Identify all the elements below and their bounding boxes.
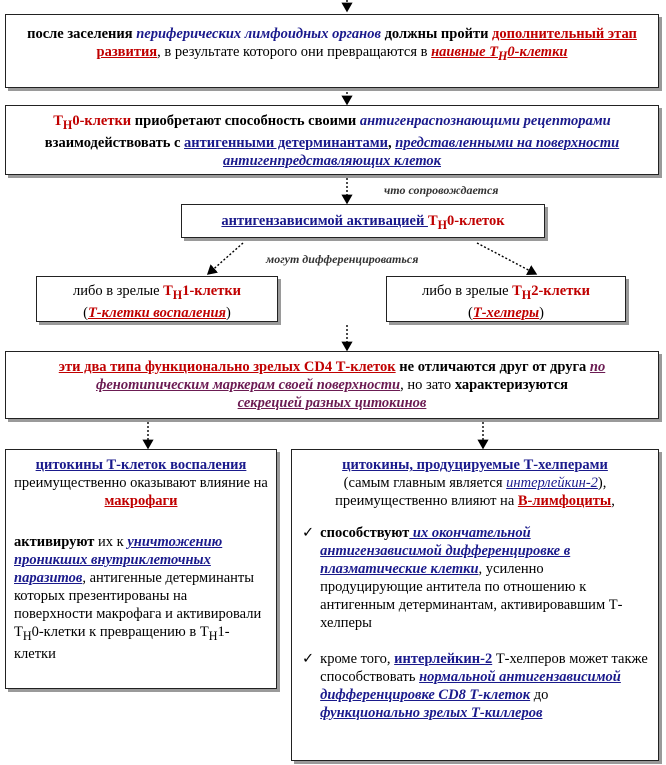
box8-i2b: интерлейкин-2 <box>394 651 493 667</box>
box4-sub: Н <box>172 287 183 302</box>
box8-i1b: их окончательной антигензависимой дифференцировке в плазматические клетки <box>320 525 571 577</box>
box2-text-1: Т <box>53 113 63 129</box>
box8-item-1-text <box>320 524 648 632</box>
box6-text-6: секрецией разных цитокинов <box>237 395 427 411</box>
arrow-3-5 <box>477 243 536 274</box>
box8-item-1 <box>302 524 648 632</box>
box5-sub: Н <box>521 287 532 302</box>
box5-text-1: либо в зрелые <box>421 283 513 299</box>
box1-sub: Н <box>497 48 508 63</box>
box-helper-cytokines <box>291 449 659 761</box>
box8-text-5: преимущественно влияют на <box>335 493 518 509</box>
box6-text-4: , но зато <box>400 377 455 393</box>
box-activation <box>181 204 545 238</box>
box6-text-3: по фенотипическим маркерам своей поверхности <box>95 359 606 393</box>
box7-text-5: их к <box>94 534 128 550</box>
box4-text-6: ) <box>226 304 231 321</box>
box1-text-1: после заселения <box>27 26 137 42</box>
box2-text-7: , <box>388 134 396 151</box>
box7-sub-1: Н <box>22 628 32 643</box>
box3-text-3: 0-клеток <box>447 213 505 229</box>
box3-text-2: Т <box>427 213 438 229</box>
box8-i2f: функционально зрелых Т-киллеров <box>320 705 543 721</box>
box8-text-3: интерлейкин-2 <box>506 475 598 491</box>
box7-text-3: макрофаги <box>104 493 178 509</box>
box4-text-1: либо в зрелые <box>72 283 164 299</box>
box5-text-4: ( <box>468 304 473 321</box>
box7-text-4: активируют <box>14 534 95 550</box>
box-inflammation-cytokines <box>5 449 277 689</box>
box-th2 <box>386 276 626 322</box>
box7-text-7: , антигенные детерминанты которых презентированы на поверхности макрофага и активировали Т <box>14 570 262 640</box>
box1-text-5: , в результате которого они превращаются в <box>157 44 432 60</box>
box8-header <box>302 456 648 510</box>
checkmark-icon: ✓ <box>302 651 315 667</box>
box2-text-6: антигенными детерминантами <box>184 134 388 151</box>
box7-text-1: цитокины Т-клеток воспаления <box>35 457 247 473</box>
box-th1 <box>36 276 278 322</box>
box5-text-6: ) <box>539 304 544 321</box>
box7-body <box>14 533 268 663</box>
box8-item-2 <box>302 650 648 722</box>
box1-text-2: периферических лимфоидных органов <box>136 26 381 42</box>
box-cd4-types <box>5 351 659 419</box>
box8-text-6: В-лимфоциты <box>517 493 612 509</box>
box4-text-2: Т <box>163 283 173 299</box>
box4-text-3: 1-клетки <box>182 283 242 299</box>
box8-i2e: до <box>530 687 549 703</box>
box8-i2c: Т-хелперов может также способствовать <box>320 651 648 685</box>
box6-text-5: характеризуются <box>454 377 569 393</box>
box7-text-2: преимущественно оказывают влияние на <box>14 475 268 491</box>
box7-text-8: 0-клетки к превращению в Т <box>31 624 209 640</box>
box7-header <box>14 456 268 510</box>
box5-text-5: Т-хелперы <box>472 304 540 321</box>
box8-text-1: цитокины, продуцируемые Т-хелперами <box>342 457 608 473</box>
box2-text-8: представленными на поверхности антигенпредставляющих клеток <box>222 134 620 169</box>
box4-text-4: ( <box>83 304 88 321</box>
box8-i2a: кроме того, <box>320 651 395 667</box>
arrow-3-4 <box>208 243 243 274</box>
box1-text-3: должны пройти <box>380 26 493 42</box>
checkmark-icon: ✓ <box>302 525 315 541</box>
box8-text-7: , <box>611 493 615 509</box>
box1-text-4: дополнительный этап развития <box>96 26 637 60</box>
box5-text-3: 2-клетки <box>531 283 591 299</box>
box8-text-2: (самым главным является <box>343 475 507 491</box>
box4-text-5: Т-клетки воспаления <box>87 304 227 321</box>
box5-text-2: Т <box>512 283 522 299</box>
box2-text-2: 0-клетки <box>72 113 132 129</box>
box1-text-7: 0-клетки <box>507 44 568 60</box>
box1-text-6: наивные Т <box>431 44 498 60</box>
box8-text-4: ), <box>597 475 607 491</box>
box2-text-4: антигенраспознающими рецепторами <box>359 113 611 129</box>
box2-text-5: взаимодействовать с <box>44 134 185 151</box>
box3-text-1: антигензависимой активацией <box>221 213 428 229</box>
box-naive-th0 <box>5 14 659 88</box>
note-accompanied: что сопровождается <box>384 183 499 197</box>
box3-sub: Н <box>437 217 448 232</box>
box8-i2d: нормальной антигензависимой дифференцировке CD8 Т-клеток <box>320 669 621 703</box>
box6-text-2: не отличаются друг от друга <box>395 359 590 375</box>
note-differentiate: могут дифференцироваться <box>266 252 419 266</box>
box8-i1c: , усиленно продуцирующие антитела по отношению к антигенным детерминантам, активировавшим Т-хелперы <box>320 561 623 631</box>
box7-sub-2: Н <box>208 628 218 643</box>
box6-text-1: эти два типа функционально зрелых CD4 Т-клеток <box>58 359 396 375</box>
box8-i1a: способствуют <box>320 525 410 541</box>
box-th0-abilities <box>5 105 659 175</box>
box2-text-3: приобретают способность своими <box>131 113 360 129</box>
box7-text-9: 1-клетки <box>14 624 230 662</box>
box8-item-2-text <box>320 650 648 722</box>
box7-text-6: уничтожению проникших внутриклеточных паразитов <box>14 534 223 586</box>
box2-sub: Н <box>62 117 73 132</box>
